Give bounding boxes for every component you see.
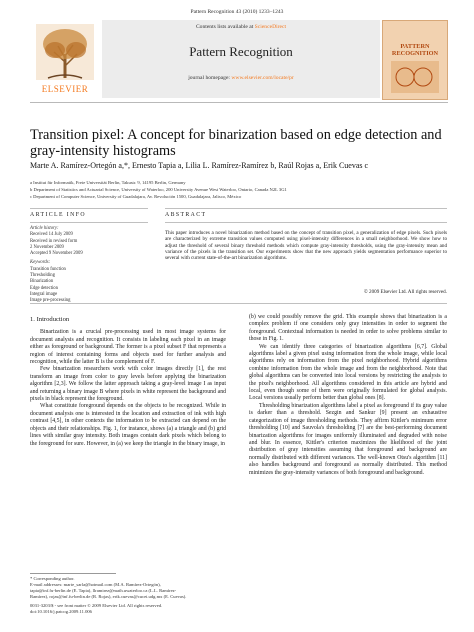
abstract-heading: ABSTRACT — [165, 212, 207, 218]
keyword: Transition function — [30, 266, 66, 272]
article-history — [30, 226, 148, 305]
homepage-prefix: journal homepage: — [188, 75, 232, 81]
affiliation-c: c Department of Computer Science, University of Guadalajara, Av. Revolución 1500, Guadalajara, Jalisco, México — [30, 194, 242, 199]
doi-line[interactable]: doi:10.1016/j.patcog.2009.11.006 — [30, 609, 92, 614]
journal-header — [30, 20, 448, 103]
body-paragraph: (b) we could possibly remove the grid. This example shows that binarization is a complex problem if one considers only gray intensities in order to segment the foreground. Contextual information is needed in order to solve problems similar to those in Fig. 1. — [249, 314, 447, 343]
keyword: Edge detection — [30, 285, 58, 291]
front-matter-rule — [30, 303, 447, 304]
journal-cover-thumbnail — [382, 20, 448, 100]
keyword: Binarization — [30, 279, 54, 285]
cover-title: PATTERN RECOGNITION — [391, 43, 439, 57]
footnote-rule — [30, 573, 116, 574]
contents-prefix: Contents lists available at — [195, 24, 255, 30]
body-paragraph: We can identify three categories of binarization algorithms [6,7]. Global algorithms label a given pixel using information from the whole image, while local algorithms rely on information from the pixel neighborhood. Hybrid algorithms combine information from the whole image and from the neighborhood. Note that global algorithms can be converted into local versions by restricting the analysis to the pixel's neighborhood. All algorithms considered in this article are hybrid and local, even though some of them were originally formulated for global analysis. Local versions usually perform better than global ones [8]. — [249, 343, 447, 402]
elsevier-tree-icon — [30, 20, 100, 100]
abstract-rule-bottom — [165, 222, 447, 223]
affiliation-b: b Department of Statistics and Actuarial Science, University of Waterloo, 200 University Avenue West Waterloo, Ontario, Canada N2L 3G1 — [30, 187, 287, 192]
article-info-rule-bottom — [30, 222, 148, 223]
body-paragraph: Binarization is a crucial pre-processing used in most image systems for document analysis and recognition. It consists in labeling each pixel in an image either as foreground or background. The former is a pixel subset F that represents a region of interest containing forms and objects used for further analysis and recognition, while the latter B is the complement of F. — [30, 329, 226, 366]
affiliation-a: a Institut für Informatik, Freie Universität Berlin, Takustr. 9, 14195 Berlin, Germany — [30, 180, 186, 185]
email-addresses-1: E-mail addresses: marte_sarla@hotmail.com (M.A. Ramírez-Ortegón), — [30, 582, 161, 587]
running-reference: Pattern Recognition 43 (2010) 1233–1243 — [190, 9, 284, 15]
history-revised-date: 2 November 2009 — [30, 244, 64, 250]
svg-text:ELSEVIER: ELSEVIER — [41, 84, 89, 94]
history-label: Article history: — [30, 226, 59, 231]
history-received: Received 14 July 2009 — [30, 232, 73, 238]
journal-name: Pattern Recognition — [189, 44, 293, 59]
article-info-rule-top — [30, 208, 148, 209]
keyword: Thresholding — [30, 273, 55, 279]
section-title: 1. Introduction — [30, 316, 70, 323]
keyword: Image pre-processing — [30, 298, 71, 304]
body-paragraph: What constitute foreground depends on the objects to be recognized. While in document analysis one is interested in the location and extraction of ink with high contrast [4,5], in other contexts the information to be extracted can depend on the objects and their relationships. Fig. 1, for instance, shows (a) a triangle and (b) grid lines with similar gray intensity. Both images contain dark pixels which belong to the foreground for sure. However, in (a) we keep the triangle in the binary image, in — [30, 403, 226, 447]
left-column — [30, 314, 226, 448]
right-column — [249, 314, 447, 477]
abstract-copyright: © 2009 Elsevier Ltd. All rights reserved. — [363, 289, 447, 295]
keyword: Integral image — [30, 291, 58, 297]
body-paragraph: Few binarization researchers work with color images directly [1], the rest transform an image from color to gray levels before applying the binarization algorithm [2,3]. We follow the latter approach taking a gray-level image I as input and returning a binary image B where pixels in white represent the background and pixels in black represent the foreground. — [30, 366, 226, 403]
keywords-label: Keywords: — [30, 260, 51, 266]
contents-availability — [102, 24, 380, 30]
cover-pattern-icon — [391, 61, 439, 93]
email-addresses-3: Ramírez), rojas@inf.fu-berlin.de (R. Rojas), erik.cuevas@cucei.udg.mx (E. Cuevas). — [30, 594, 187, 599]
elsevier-logo — [30, 20, 100, 100]
article-info-heading: ARTICLE INFO — [30, 212, 86, 218]
journal-homepage — [102, 75, 380, 81]
issn-line: 0031-3203/$ - see front matter © 2009 Elsevier Ltd. All rights reserved. — [30, 603, 163, 608]
abstract-rule-top — [165, 208, 447, 209]
history-revised: Received in revised form — [30, 238, 78, 244]
corresponding-author-note: * Corresponding author. — [30, 576, 75, 581]
history-accepted: Accepted 9 November 2009 — [30, 251, 83, 257]
journal-banner — [102, 20, 380, 98]
homepage-link[interactable]: www.elsevier.com/locate/pr — [231, 75, 294, 81]
author-list: Marte A. Ramírez-Ortegón a,*, Ernesto Tapia a, Lilia L. Ramírez-Ramírez b, Raúl Rojas a, Erik Cuevas c — [30, 161, 369, 170]
email-addresses-2: tapia@inf.fu-berlin.de (E. Tapia), llramirez@math.uwaterloo.ca (L.L. Ramírez- — [30, 588, 177, 593]
body-paragraph: Thresholding binarization algorithms label a pixel as foreground if its gray value is darker than a threshold. Sezgin and Sankur [9] present an exhaustive categorization of image thresholding methods. They affirm Kittler's minimum error thresholding [10] and Sauvola's thresholding [7] are the best-performing document binarization algorithms for images uniformly illuminated and degraded with noise and blur. In essence, Kittler's criterion maximizes the likelihood of the joint distribution of gray intensities assuming that foreground and background are normally distributed with different variances. The well-known Otsu's algorithm [11] also handles background and foreground as normally distributed. This method minimizes the gray-intensity variances of both foreground and background. — [249, 402, 447, 476]
paper-title: Transition pixel: A concept for binarization based on edge detection and gray-intensity histograms — [30, 127, 442, 159]
abstract-text: This paper introduces a novel binarization method based on the concept of transition pixel, a generalization of edge pixels. Such pixels are characterized by extreme transition values computed using pixel-intensity differences in a small neighborhood. We show how to adjust the threshold of several binary threshold methods which compute gray-intensity thresholds, using the gray-intensity mean and variance of the pixels in the transition set. Our experiments show that the new approach yields segmentation performance superior to several with current state-of-the-art binarization algorithms. — [165, 230, 447, 262]
sciencedirect-link[interactable]: ScienceDirect — [254, 24, 287, 30]
